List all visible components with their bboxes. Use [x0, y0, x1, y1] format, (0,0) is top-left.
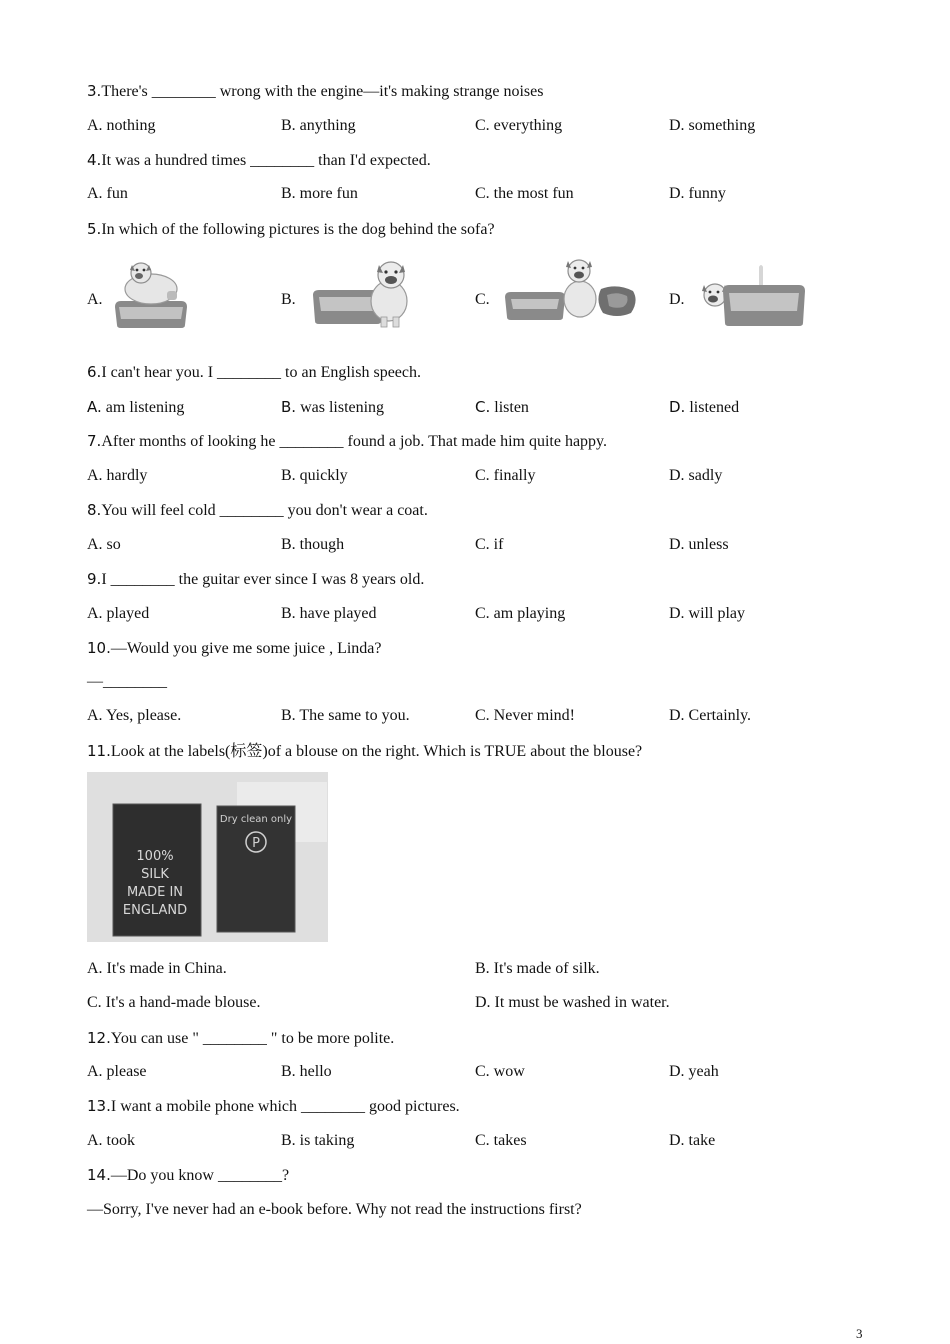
question-8-options — [87, 535, 907, 555]
label-text: P — [252, 836, 260, 851]
question-text: After months of looking he ________ found a job. That made him quite happy. — [101, 433, 608, 450]
label-text: Dry clean only — [219, 814, 293, 825]
option-b[interactable]: B. have played — [281, 605, 377, 622]
question-number: 14. — [87, 1166, 111, 1184]
option-letter: A. — [87, 398, 102, 416]
option-c[interactable]: C. everything — [475, 117, 563, 134]
question-text: —Do you know ________? — [110, 1167, 290, 1184]
option-c[interactable]: C. am playing — [475, 605, 566, 622]
question-6-options — [87, 397, 907, 417]
question-11-options-row-2 — [87, 993, 907, 1013]
question-number: 7. — [87, 432, 102, 450]
question-number: 12. — [87, 1029, 111, 1047]
picture-option-c[interactable] — [475, 255, 650, 335]
option-c[interactable]: C. Never mind! — [475, 707, 575, 724]
option-d[interactable]: D. sadly — [669, 467, 723, 484]
label-text: ENGLAND — [122, 903, 188, 918]
option-a[interactable]: A. nothing — [87, 117, 156, 134]
question-4 — [87, 150, 431, 171]
question-12 — [87, 1028, 394, 1049]
option-a[interactable]: A. so — [87, 536, 121, 553]
option-d[interactable]: D. yeah — [669, 1063, 719, 1080]
page-number: 3 — [856, 1326, 863, 1341]
question-13-options — [87, 1131, 907, 1151]
picture-option-b[interactable] — [281, 255, 431, 335]
question-10 — [87, 638, 382, 659]
option-b: B. — [281, 291, 296, 308]
option-c[interactable]: C. the most fun — [475, 185, 574, 202]
question-number: 6. — [87, 363, 102, 381]
question-7 — [87, 431, 607, 452]
question-text: In which of the following pictures is the dog behind the sofa? — [101, 221, 495, 238]
question-5 — [87, 219, 495, 240]
option-c[interactable] — [475, 397, 529, 418]
option-b[interactable] — [281, 397, 384, 418]
question-number: 3. — [87, 82, 102, 100]
option-text: was listening — [300, 399, 385, 416]
question-3-options — [87, 116, 907, 136]
option-d: D. — [669, 291, 685, 308]
blouse-labels-photo — [87, 772, 328, 942]
question-text: I want a mobile phone which ________ good pictures. — [110, 1098, 460, 1115]
option-b[interactable]: B. quickly — [281, 467, 348, 484]
question-9 — [87, 569, 424, 590]
picture-option-a[interactable] — [87, 255, 197, 335]
question-12-options — [87, 1062, 907, 1082]
option-d[interactable]: D. funny — [669, 185, 726, 202]
option-a[interactable]: A. played — [87, 605, 150, 622]
option-letter: B. — [281, 398, 297, 416]
option-a[interactable] — [87, 397, 184, 418]
option-d[interactable]: D. It must be washed in water. — [475, 994, 670, 1011]
question-3 — [87, 81, 543, 102]
question-text: It was a hundred times ________ than I'd expected. — [101, 152, 431, 169]
option-b[interactable]: B. though — [281, 536, 345, 553]
dog-between-sofa-and-chair-image — [505, 255, 645, 331]
dog-on-sofa-image — [111, 255, 191, 331]
option-letter: D. — [669, 398, 686, 416]
dog-beside-sofa-image — [311, 255, 421, 331]
label-text: MADE IN — [126, 885, 184, 900]
option-b[interactable]: B. hello — [281, 1063, 332, 1080]
option-a[interactable]: A. fun — [87, 185, 128, 202]
question-7-options — [87, 466, 907, 486]
option-d[interactable]: D. something — [669, 117, 756, 134]
option-a[interactable]: A. Yes, please. — [87, 707, 182, 724]
question-4-options — [87, 184, 907, 204]
question-11-options-row-1 — [87, 959, 907, 979]
option-letter: C. — [475, 398, 491, 416]
option-text: listen — [494, 399, 529, 416]
question-number: 10. — [87, 639, 111, 657]
option-b[interactable]: B. It's made of silk. — [475, 960, 600, 977]
option-b[interactable]: B. The same to you. — [281, 707, 410, 724]
option-a[interactable]: A. It's made in China. — [87, 960, 227, 977]
question-10-reply-line: —________ — [87, 673, 167, 690]
option-d[interactable]: D. will play — [669, 605, 745, 622]
question-number: 11. — [87, 742, 111, 760]
question-14-reply-line: —Sorry, I've never had an e-book before. Why not read the instructions first? — [87, 1201, 582, 1218]
option-c[interactable]: C. takes — [475, 1132, 527, 1149]
question-text: Look at the labels(标签)of a blouse on the right. Which is TRUE about the blouse? — [110, 743, 643, 760]
question-text: —Would you give me some juice , Linda? — [110, 640, 382, 657]
option-a: A. — [87, 291, 103, 308]
question-8 — [87, 500, 428, 521]
option-a[interactable]: A. took — [87, 1132, 135, 1149]
question-5-picture-options — [87, 255, 907, 335]
option-c: C. — [475, 291, 490, 308]
question-number: 5. — [87, 220, 102, 238]
option-b[interactable]: B. anything — [281, 117, 356, 134]
option-c[interactable]: C. wow — [475, 1063, 525, 1080]
option-c[interactable]: C. It's a hand-made blouse. — [87, 994, 261, 1011]
question-number: 13. — [87, 1097, 111, 1115]
option-text: am listening — [105, 399, 185, 416]
question-13 — [87, 1096, 460, 1117]
label-text: 100% — [136, 849, 174, 864]
question-text: You can use " ________ " to be more polite. — [110, 1030, 395, 1047]
question-6 — [87, 362, 421, 383]
question-10-options — [87, 706, 907, 726]
option-d[interactable]: D. Certainly. — [669, 707, 752, 724]
label-text: SILK — [141, 867, 169, 882]
question-number: 9. — [87, 570, 102, 588]
option-d[interactable]: D. take — [669, 1132, 716, 1149]
question-11 — [87, 741, 642, 762]
option-c[interactable]: C. if — [475, 536, 504, 553]
option-a[interactable]: A. please — [87, 1063, 147, 1080]
option-c[interactable]: C. finally — [475, 467, 536, 484]
question-14 — [87, 1165, 289, 1186]
option-a[interactable]: A. hardly — [87, 467, 148, 484]
question-9-options — [87, 604, 907, 624]
option-text: listened — [689, 399, 740, 416]
option-d[interactable] — [669, 397, 739, 418]
option-b[interactable]: B. is taking — [281, 1132, 355, 1149]
dog-behind-sofa-image — [699, 255, 811, 331]
question-text: There's ________ wrong with the engine—it's making strange noises — [101, 83, 544, 100]
picture-option-d[interactable] — [669, 255, 819, 335]
question-text: I ________ the guitar ever since I was 8 years old. — [101, 571, 425, 588]
option-d[interactable]: D. unless — [669, 536, 729, 553]
question-number: 4. — [87, 151, 102, 169]
question-number: 8. — [87, 501, 102, 519]
question-text: I can't hear you. I ________ to an English speech. — [101, 364, 421, 381]
question-text: You will feel cold ________ you don't wear a coat. — [101, 502, 428, 519]
option-b[interactable]: B. more fun — [281, 185, 358, 202]
